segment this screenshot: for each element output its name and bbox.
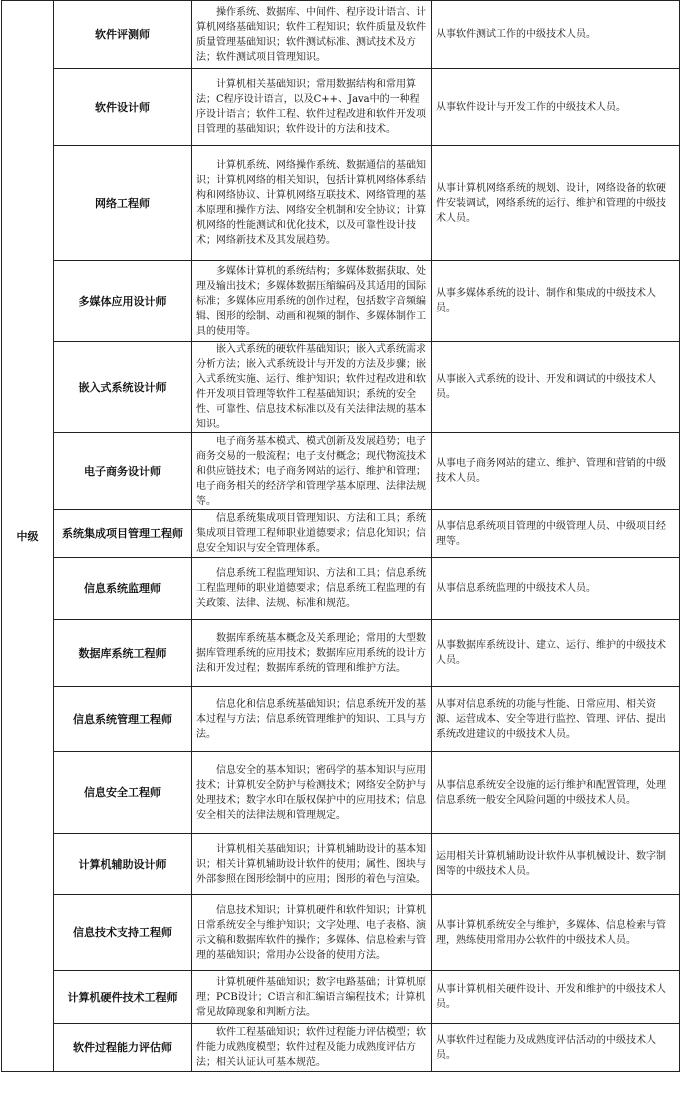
exam-title-cell: 计算机辅助设计师 xyxy=(54,834,192,895)
qualification-table xyxy=(1,0,680,1072)
exam-duty-cell: 从事对信息系统的功能与性能、日常应用、相关资源、运营成本、安全等进行监控、管理、评估、提出系统改进建议的中级技术人员。 xyxy=(432,687,680,752)
exam-duty-cell: 从事软件测试工作的中级技术人员。 xyxy=(432,1,680,69)
table-row xyxy=(2,558,680,620)
exam-duty-cell: 从事计算机相关硬件设计、开发和维护的中级技术人员。 xyxy=(432,971,680,1024)
exam-title-cell: 信息安全工程师 xyxy=(54,752,192,834)
exam-title-cell: 软件设计师 xyxy=(54,69,192,146)
exam-title-cell: 计算机硬件技术工程师 xyxy=(54,971,192,1024)
exam-description-cell: 计算机相关基础知识；常用数据结构和常用算法；C程序设计语言，以及C++、Java中的一种程序设计语言；软件工程、软件过程改进和软件开发项目管理的基础知识；软件设计的方法和技术。 xyxy=(192,69,432,146)
exam-title-cell: 软件过程能力评估师 xyxy=(54,1024,192,1072)
exam-duty-cell: 从事计算机网络系统的规划、设计，网络设备的软硬件安装调试，网络系统的运行、维护和管理的中级技术人员。 xyxy=(432,146,680,261)
exam-description-cell: 电子商务基本模式、模式创新及发展趋势；电子商务交易的一般流程；电子支付概念；现代物流技术和供应链技术；电子商务网站的运行、维护和管理；电子商务相关的经济学和管理学基本原理、法律法规等。 xyxy=(192,433,432,510)
exam-description-cell: 信息化和信息系统基础知识；信息系统开发的基本过程与方法；信息系统管理维护的知识、工具与方法。 xyxy=(192,687,432,752)
exam-description-cell: 计算机硬件基础知识；数字电路基础；计算机原理；PCB设计；C语言和汇编语言编程技术；计算机常见故障现象和判断方法。 xyxy=(192,971,432,1024)
exam-duty-cell: 从事软件设计与开发工作的中级技术人员。 xyxy=(432,69,680,146)
exam-description-cell: 信息安全的基本知识；密码学的基本知识与应用技术；计算机安全防护与检测技术；网络安全防护与处理技术；数字水印在版权保护中的应用技术；信息安全相关的法律法规和管理规定。 xyxy=(192,752,432,834)
exam-title-cell: 信息系统监理师 xyxy=(54,558,192,620)
exam-duty-cell: 从事信息系统监理的中级技术人员。 xyxy=(432,558,680,620)
exam-duty-cell: 从事数据库系统设计、建立、运行、维护的中级技术人员。 xyxy=(432,620,680,687)
exam-title-cell: 数据库系统工程师 xyxy=(54,620,192,687)
level-cell: 中级 xyxy=(2,1,54,1072)
exam-duty-cell: 从事多媒体系统的设计、制作和集成的中级技术人员。 xyxy=(432,261,680,342)
table-row xyxy=(2,261,680,342)
exam-description-cell: 操作系统、数据库、中间件、程序设计语言、计算机网络基础知识；软件工程知识；软件质量及软件质量管理基础知识；软件测试标准、测试技术及方法；软件测试项目管理知识。 xyxy=(192,1,432,69)
table-row xyxy=(2,620,680,687)
exam-duty-cell: 从事信息系统安全设施的运行维护和配置管理，处理信息系统一般安全风险问题的中级技术人员。 xyxy=(432,752,680,834)
exam-duty-cell: 从事计算机系统安全与维护，多媒体、信息检索与管理，熟练使用常用办公软件的中级技术人员。 xyxy=(432,895,680,971)
exam-description-cell: 信息系统集成项目管理知识、方法和工具；系统集成项目管理工程师职业道德要求；信息化知识；信息安全知识与安全管理体系。 xyxy=(192,510,432,558)
exam-title-cell: 电子商务设计师 xyxy=(54,433,192,510)
exam-title-cell: 网络工程师 xyxy=(54,146,192,261)
exam-description-cell: 软件工程基础知识；软件过程能力评估模型；软件能力成熟度模型；软件过程及能力成熟度评估方法；相关认证认可基本规范。 xyxy=(192,1024,432,1072)
exam-duty-cell: 从事嵌入式系统的设计、开发和调试的中级技术人员。 xyxy=(432,342,680,433)
table-row xyxy=(2,752,680,834)
exam-description-cell: 计算机系统、网络操作系统、数据通信的基础知识；计算机网络的相关知识，包括计算机网络体系结构和网络协议、计算机网络互联技术、网络管理的基本原理和操作方法、网络安全机制和安全协议；计算机网络的性能测试和优化技术，以及可靠性设计技术；网络新技术及其发展趋势。 xyxy=(192,146,432,261)
table-row xyxy=(2,510,680,558)
exam-title-cell: 软件评测师 xyxy=(54,1,192,69)
exam-description-cell: 信息系统工程监理知识、方法和工具；信息系统工程监理师的职业道德要求；信息系统工程监理的有关政策、法律、法规、标准和规范。 xyxy=(192,558,432,620)
exam-duty-cell: 从事信息系统项目管理的中级管理人员、中级项目经理等。 xyxy=(432,510,680,558)
table-row xyxy=(2,1024,680,1072)
exam-title-cell: 信息技术支持工程师 xyxy=(54,895,192,971)
table-row xyxy=(2,69,680,146)
table-row xyxy=(2,1,680,69)
table-row xyxy=(2,834,680,895)
exam-description-cell: 多媒体计算机的系统结构；多媒体数据获取、处理及输出技术；多媒体数据压缩编码及其适用的国际标准；多媒体应用系统的创作过程，包括数字音频编辑、图形的绘制、动画和视频的制作、多媒体制作工具的使用等。 xyxy=(192,261,432,342)
table-row xyxy=(2,895,680,971)
table-row xyxy=(2,971,680,1024)
table-row xyxy=(2,687,680,752)
exam-description-cell: 信息技术知识；计算机硬件和软件知识；计算机日常系统安全与维护知识；文字处理、电子表格、演示文稿和数据库软件的操作；多媒体、信息检索与管理的基础知识；常用办公设备的使用方法。 xyxy=(192,895,432,971)
exam-title-cell: 系统集成项目管理工程师 xyxy=(54,510,192,558)
exam-duty-cell: 从事软件过程能力及成熟度评估活动的中级技术人员。 xyxy=(432,1024,680,1072)
exam-title-cell: 多媒体应用设计师 xyxy=(54,261,192,342)
table-row xyxy=(2,146,680,261)
exam-duty-cell: 运用相关计算机辅助设计软件从事机械设计、数字制图等的中级技术人员。 xyxy=(432,834,680,895)
exam-description-cell: 嵌入式系统的硬软件基础知识；嵌入式系统需求分析方法；嵌入式系统设计与开发的方法及步骤；嵌入式系统实施、运行、维护知识；软件过程改进和软件开发项目管理等软件工程基础知识；系统的安全性、可靠性、信息技术标准以及有关法律法规的基本知识。 xyxy=(192,342,432,433)
exam-description-cell: 计算机相关基础知识；计算机辅助设计的基本知识；相关计算机辅助设计软件的使用；属性、图块与外部参照在图形绘制中的应用；图形的着色与渲染。 xyxy=(192,834,432,895)
exam-duty-cell: 从事电子商务网站的建立、维护、管理和营销的中级技术人员。 xyxy=(432,433,680,510)
table-row xyxy=(2,342,680,433)
table-row xyxy=(2,433,680,510)
exam-title-cell: 信息系统管理工程师 xyxy=(54,687,192,752)
exam-title-cell: 嵌入式系统设计师 xyxy=(54,342,192,433)
qualification-table-body xyxy=(2,1,680,1072)
exam-description-cell: 数据库系统基本概念及关系理论；常用的大型数据库管理系统的应用技术；数据库应用系统的设计方法和开发过程；数据库系统的管理和维护方法。 xyxy=(192,620,432,687)
